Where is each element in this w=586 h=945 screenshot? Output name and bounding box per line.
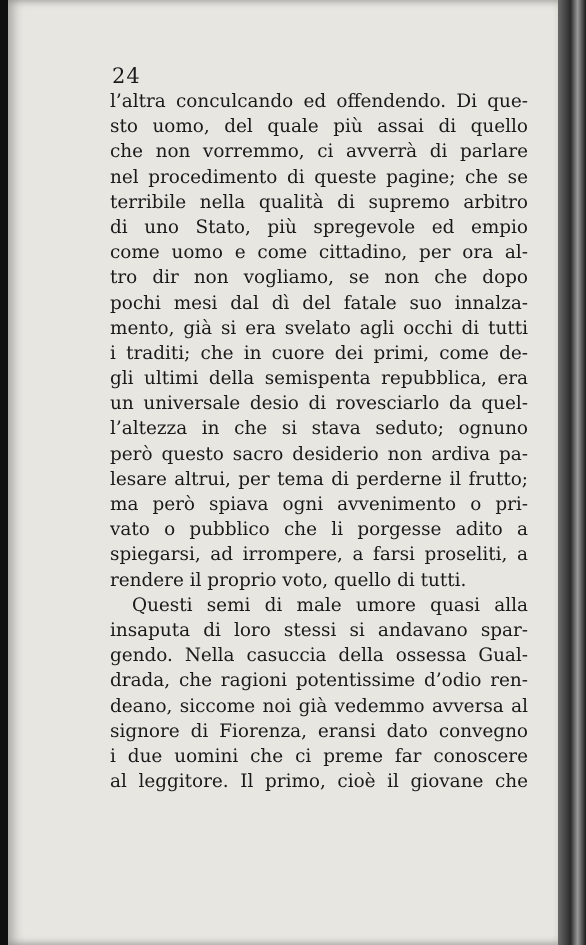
text-line: insaputa di loro stessi si andavano spar- [110, 619, 528, 641]
text-line: come uomo e come cittadino, per ora al- [110, 242, 528, 264]
text-line: nel procedimento di queste pagine; che se [110, 166, 528, 188]
text-line: un universale desio di rovesciarlo da quel- [110, 393, 528, 415]
text-line: signore di Fiorenza, eransi dato convegno [110, 720, 528, 742]
text-line: spiegarsi, ad irrompere, a farsi proseliti, a [110, 544, 528, 566]
text-line: i due uomini che ci preme far conoscere [110, 745, 528, 767]
body-text [110, 89, 528, 794]
text-line: i traditi; che in cuore dei primi, come de- [110, 342, 528, 364]
text-line: drada, che ragioni potentissime d’odio ren- [110, 670, 528, 692]
text-line: però questo sacro desiderio non ardiva pa- [110, 443, 528, 465]
text-line: sto uomo, del quale più assai di quello [110, 116, 528, 138]
text-line: terribile nella qualità di supremo arbitro [110, 191, 528, 213]
text-line: che non vorremmo, ci avverrà di parlare [110, 141, 528, 163]
text-line: di uno Stato, più spregevole ed empio [110, 216, 528, 238]
text-line: al leggitore. Il primo, cioè il giovane che [110, 771, 528, 793]
text-line: gli ultimi della semispenta repubblica, era [110, 368, 528, 390]
text-line: mento, già si era svelato agli occhi di tutti [110, 317, 528, 339]
text-line: rendere il proprio voto, quello di tutti. [110, 569, 467, 591]
text-line: vato o pubblico che li porgesse adito a [110, 519, 528, 541]
text-line: lesare altrui, per tema di perderne il frutto; [110, 468, 528, 490]
text-line: deano, siccome noi già vedemmo avversa al [110, 695, 528, 717]
text-line: l’altezza in che si stava seduto; ognuno [110, 418, 528, 440]
binding-edge [558, 0, 586, 945]
text-line: ma però spiava ogni avvenimento o pri- [110, 494, 528, 515]
page-number: 24 [112, 64, 141, 88]
text-line: Questi semi di male umore quasi alla [132, 594, 528, 616]
text-line: pochi mesi dal dì del fatale suo innalza- [110, 292, 528, 314]
text-line: gendo. Nella casuccia della ossessa Gual- [110, 645, 528, 667]
text-line: tro dir non vogliamo, se non che dopo [110, 267, 528, 289]
text-line: l’altra conculcando ed offendendo. Di que- [110, 91, 528, 112]
